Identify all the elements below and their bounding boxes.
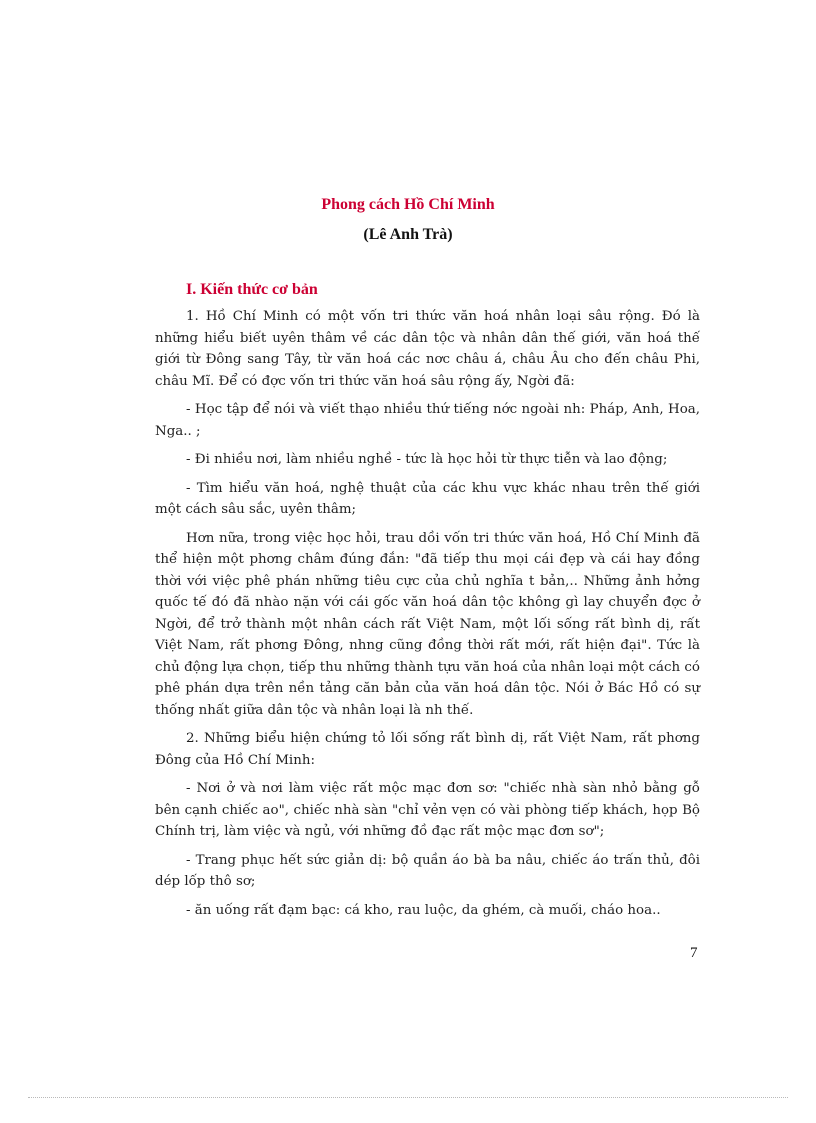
paragraph: - Đi nhiều nơi, làm nhiều nghề - tức là học hỏi từ thực tiễn và lao động;	[186, 452, 668, 467]
document-title: Phong cách Hồ Chí Minh	[321, 196, 495, 213]
paragraph: - Trang phục hết sức giản dị: bộ quần áo bà ba nâu, chiếc áo trấn thủ, đôi dép lốp thô sơ;	[155, 852, 700, 889]
paragraph: Hơn nữa, trong việc học hỏi, trau dồi vốn tri thức văn hoá, Hồ Chí Minh đã thể hiện một phơng châm đúng đắn: "đã tiếp thu mọi cái đẹp và cái hay đồng thời với việc phê phán những tiêu cực của chủ nghĩa t bản,.. Những ảnh hởng quốc tế đó đã nhào nặn với cái gốc văn hoá dân tộc không gì lay chuyển đợc ở Ngời, để trở thành một nhân cách rất Việt Nam, một lối sống rất bình dị, rất Việt Nam, rất phơng Đông, nhng cũng đồng thời rất mới, rất hiện đại". Tức là chủ động lựa chọn, tiếp thu những thành tựu văn hoá của nhân loại một cách có phê phán dựa trên nền tảng căn bản của văn hoá dân tộc. Nói ở Bác Hồ có sự thống nhất giữa dân tộc và nhân loại là nh thế.	[155, 530, 700, 718]
paragraph: 1. Hồ Chí Minh có một vốn tri thức văn hoá nhân loại sâu rộng. Đó là những hiểu biết uyên thâm về các dân tộc và nhân dân thế giới, văn hoá thế giới từ Đông sang Tây, từ văn hoá các nơc châu á, châu Âu cho đến châu Phi, châu Mĩ. Để có đợc vốn tri thức văn hoá sâu rộng ấy, Ngời đã:	[155, 309, 700, 389]
section-heading: I. Kiến thức cơ bản	[186, 281, 318, 298]
body-text	[155, 306, 700, 928]
paragraph: 2. Những biểu hiện chứng tỏ lối sống rất bình dị, rất Việt Nam, rất phơng Đông của Hồ Chí Minh:	[155, 731, 700, 768]
paragraph: - Nơi ở và nơi làm việc rất mộc mạc đơn sơ: "chiếc nhà sàn nhỏ bằng gỗ bên cạnh chiếc ao", chiếc nhà sàn "chỉ vẻn vẹn có vài phòng tiếp khách, họp Bộ Chính trị, làm việc và ngủ, với những đồ đạc rất mộc mạc đơn sơ";	[155, 781, 700, 839]
page-number: 7	[690, 945, 698, 961]
footer-divider	[28, 1097, 788, 1098]
document-author: (Lê Anh Trà)	[363, 226, 453, 243]
paragraph: - ăn uống rất đạm bạc: cá kho, rau luộc, da ghém, cà muối, cháo hoa..	[186, 902, 661, 918]
paragraph: - Tìm hiểu văn hoá, nghệ thuật của các khu vực khác nhau trên thế giới một cách sâu sắc, uyên thâm;	[155, 480, 700, 517]
paragraph: - Học tập để nói và viết thạo nhiều thứ tiếng nớc ngoài nh: Pháp, Anh, Hoa, Nga.. ;	[155, 402, 700, 439]
